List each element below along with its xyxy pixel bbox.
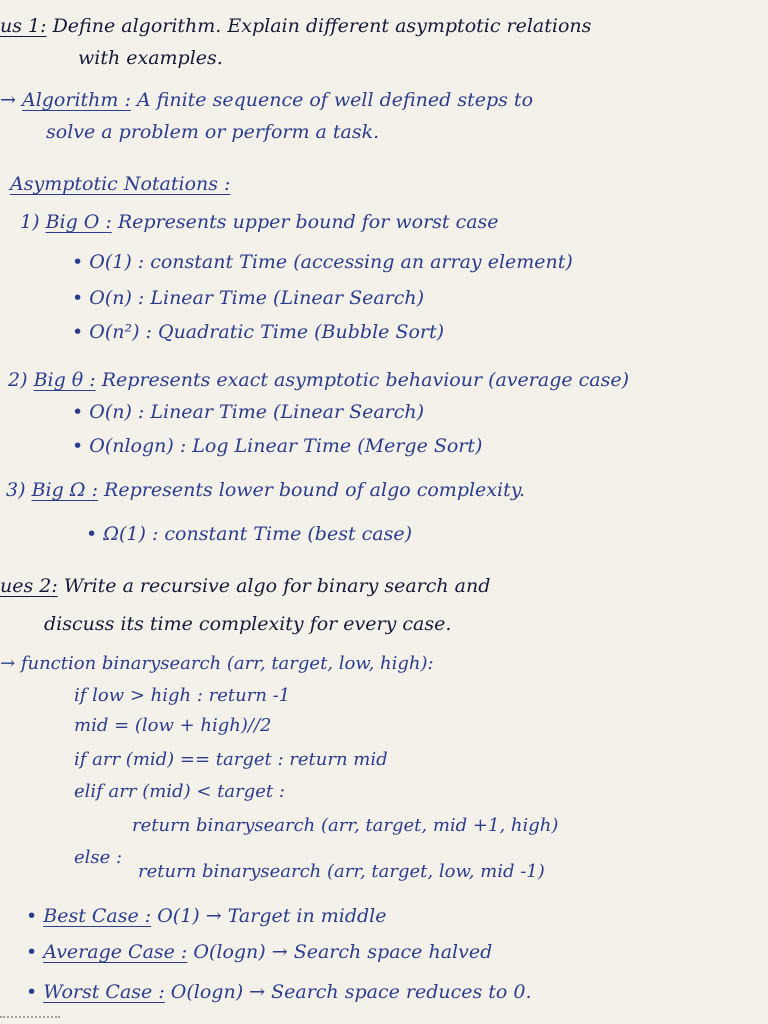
average-case-line: • Average Case : O(logn) → Search space halved xyxy=(26,941,493,963)
q2-label: ues 2: xyxy=(0,575,58,597)
algorithm-def-text-1: A finite sequence of well defined steps to xyxy=(136,89,534,111)
code-line-3: mid = (low + high)//2 xyxy=(74,715,272,736)
big-theta-heading xyxy=(8,368,629,392)
code-line-5: elif arr (mid) < target : xyxy=(74,781,285,802)
big-theta-desc: Represents exact asymptotic behaviour (average case) xyxy=(101,369,630,391)
code-line-4: if arr (mid) == target : return mid xyxy=(74,749,388,770)
big-theta-number: 2) xyxy=(8,369,28,391)
big-omega-desc: Represents lower bound of algo complexity. xyxy=(104,479,525,501)
worst-case-value: O(logn) → Search space reduces to 0. xyxy=(170,981,532,1003)
q2-question-text-1: Write a recursive algo for binary search and xyxy=(63,575,491,597)
list-item: • Ω(1) : constant Time (best case) xyxy=(86,523,413,545)
list-item: • O(1) : constant Time (accessing an array element) xyxy=(72,251,573,273)
q2-question-line1 xyxy=(0,574,490,598)
big-theta-item-1: O(n) : Linear Time (Linear Search) xyxy=(89,401,425,423)
big-o-number: 1) xyxy=(20,211,40,233)
q1-label: us 1: xyxy=(0,15,47,37)
big-omega-heading xyxy=(6,478,525,502)
q1-question-text-1: Define algorithm. Explain different asymptotic relations xyxy=(52,15,592,37)
worst-case-label: Worst Case : xyxy=(43,981,165,1003)
big-o-title: Big O : xyxy=(45,211,112,233)
big-theta-item-2: O(nlogn) : Log Linear Time (Merge Sort) xyxy=(89,435,483,457)
q1-question-line2: with examples. xyxy=(78,47,223,69)
big-omega-item-1: Ω(1) : constant Time (best case) xyxy=(103,523,413,545)
big-o-item-3: O(n²) : Quadratic Time (Bubble Sort) xyxy=(89,321,445,343)
algorithm-term: Algorithm : xyxy=(21,89,131,111)
best-case-label: Best Case : xyxy=(43,905,152,927)
q2-question-line2: discuss its time complexity for every case. xyxy=(44,613,452,635)
list-item: • O(nlogn) : Log Linear Time (Merge Sort) xyxy=(72,435,483,457)
page-edge-mark xyxy=(0,1016,60,1024)
algorithm-definition-line1 xyxy=(0,88,533,112)
code-line-1: function binarysearch (arr, target, low, high): xyxy=(20,653,434,674)
code-line-7: else : xyxy=(74,847,123,868)
code-line-8: return binarysearch (arr, target, low, mid -1) xyxy=(138,861,545,882)
best-case-line: • Best Case : O(1) → Target in middle xyxy=(26,905,387,927)
average-case-value: O(logn) → Search space halved xyxy=(193,941,493,963)
list-item: • O(n²) : Quadratic Time (Bubble Sort) xyxy=(72,321,445,343)
q1-question-line1 xyxy=(0,14,591,38)
arrow-icon: → xyxy=(0,89,16,111)
code-line-2: if low > high : return -1 xyxy=(74,685,291,706)
big-o-item-2: O(n) : Linear Time (Linear Search) xyxy=(89,287,425,309)
code-line-6: return binarysearch (arr, target, mid +1, high) xyxy=(132,815,559,836)
worst-case-line: • Worst Case : O(logn) → Search space reduces to 0. xyxy=(26,981,532,1003)
big-o-desc: Represents upper bound for worst case xyxy=(117,211,499,233)
arrow-icon: → xyxy=(0,653,16,674)
big-omega-number: 3) xyxy=(6,479,26,501)
big-theta-title: Big θ : xyxy=(33,369,96,391)
big-o-heading xyxy=(20,210,499,234)
notations-heading: Asymptotic Notations : xyxy=(10,173,231,195)
best-case-value: O(1) → Target in middle xyxy=(157,905,387,927)
big-omega-title: Big Ω : xyxy=(31,479,98,501)
code-line xyxy=(0,652,434,676)
algorithm-definition-line2: solve a problem or perform a task. xyxy=(46,121,380,143)
list-item: • O(n) : Linear Time (Linear Search) xyxy=(72,401,425,423)
average-case-label: Average Case : xyxy=(43,941,188,963)
list-item: • O(n) : Linear Time (Linear Search) xyxy=(72,287,425,309)
big-o-item-1: O(1) : constant Time (accessing an array element) xyxy=(89,251,573,273)
